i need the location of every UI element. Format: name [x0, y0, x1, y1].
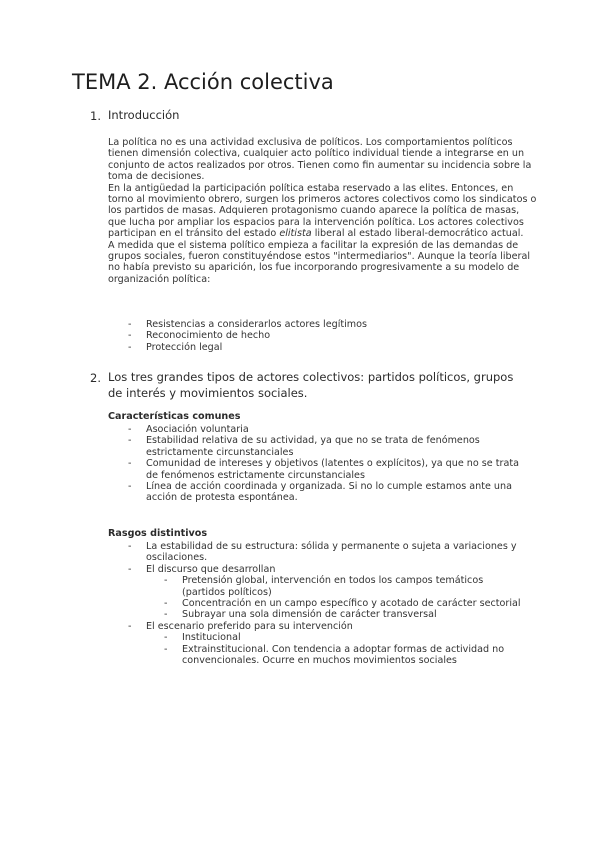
document-title: TEMA 2. Acción colectiva: [72, 70, 334, 94]
list-item: - Resistencias a considerarlos actores legítimos: [128, 319, 368, 330]
list-item: - Estabilidad relativa de su actividad, ya que no se trata de fenómenos estrictamente circunstanciales: [128, 435, 480, 458]
subsection-heading: Rasgos distintivos: [108, 528, 208, 539]
list-item: - Concentración en un campo específico y acotado de carácter sectorial: [164, 598, 521, 610]
list-item: - El discurso que desarrollan: [128, 563, 276, 575]
nested-list: [128, 575, 528, 621]
subsection-heading: Características comunes: [108, 411, 241, 422]
paragraph: En la antigüedad la participación política estaba reservado a las elites. Entonces, en torno al movimiento obrero, surgen los primeros actores colectivos como los sindicatos o los partidos de masas. Adquieren protagonismo cuando aparece la política de masas, que lucha por ampliar los espacios para la intervención política. Los actores colectivos participan en el tránsito del estado elitista liberal al estado liberal-democrático actual.: [108, 182, 537, 240]
emphasis: elitista: [279, 228, 312, 240]
list-item: - Asociación voluntaria: [128, 424, 249, 435]
list-item: - Comunidad de intereses y objetivos (latentes o explícitos), ya que no se trata de fenómenos estrictamente circunstanciales: [128, 458, 519, 481]
section-title: Los tres grandes tipos de actores colectivos: partidos políticos, grupos de interés y movimientos sociales.: [108, 370, 514, 400]
bullet-list: [128, 424, 528, 504]
list-item: - Línea de acción coordinada y organizada. Si no lo cumple estamos ante una acción de protesta espontánea.: [128, 481, 512, 504]
list-item: - Institucional: [164, 632, 241, 644]
list-item: - Extrainstitucional. Con tendencia a adoptar formas de actividad no convencionales. Ocurre en muchos movimientos sociales: [164, 643, 505, 667]
section-number: 2.: [90, 371, 101, 385]
list-item: - La estabilidad de su estructura: sólida y permanente o sujeta a variaciones y oscilaciones.: [128, 541, 517, 564]
list-item: - Pretensión global, intervención en todos los campos temáticos (partidos políticos): [164, 575, 484, 598]
list-item: - Subrayar una sola dimensión de carácter transversal: [164, 609, 437, 621]
nested-list: [128, 632, 528, 666]
paragraph: La política no es una actividad exclusiva de políticos. Los comportamientos políticos tienen dimensión colectiva, cualquier acto político individual tiende a integrarse en un conjunto de actos realizados por otros. Tienen como fin aumentar su incidencia sobre la toma de decisiones.: [108, 137, 532, 183]
bullet-list: [128, 541, 528, 666]
section-title: Introducción: [108, 108, 180, 122]
list-item: - Protección legal: [128, 341, 223, 353]
section-1-body: [108, 137, 538, 285]
list-item: - El escenario preferido para su intervención: [128, 620, 353, 632]
paragraph: A medida que el sistema político empieza a facilitar la expresión de las demandas de grupos sociales, fueron constituyéndose estos "intermediarios". Aunque la teoría liberal no había previsto su aparición, los fue incorporando progresivamente a su modelo de organización política:: [108, 239, 531, 285]
section-number: 1.: [90, 109, 101, 123]
list-item: - Reconocimiento de hecho: [128, 330, 271, 342]
bullet-list: [128, 319, 528, 353]
